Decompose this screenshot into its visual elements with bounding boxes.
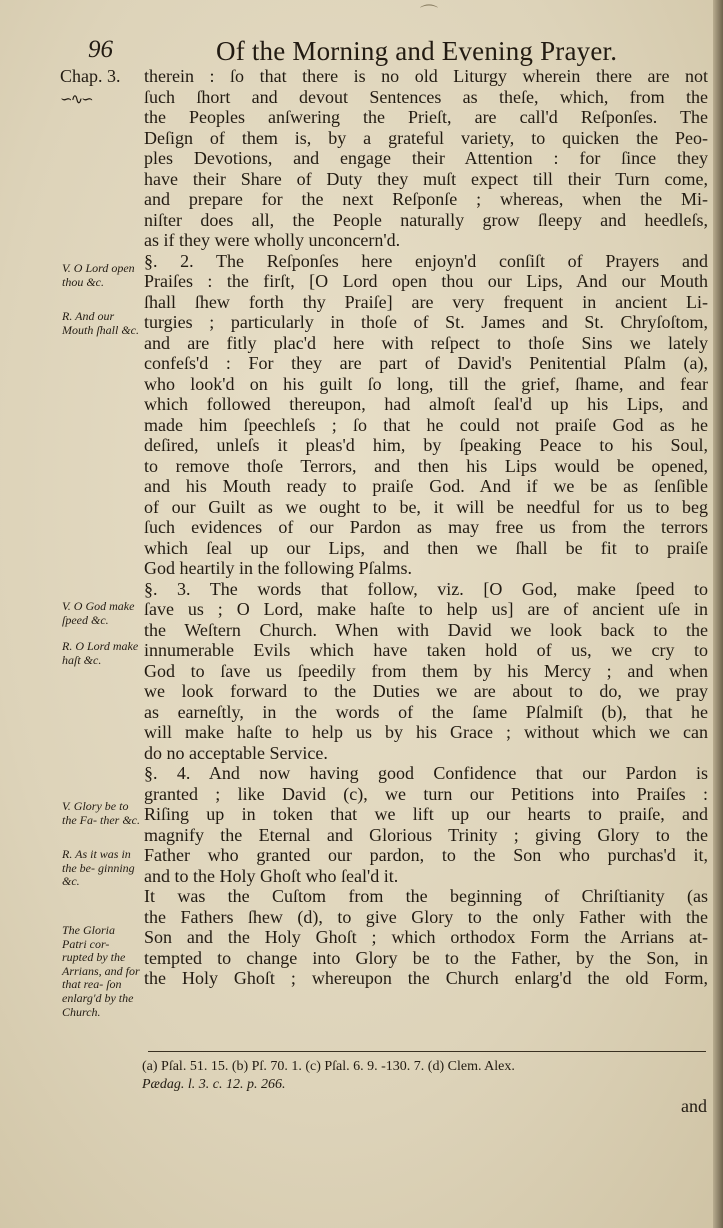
- footnote-line: (a) Pſal. 51. 15. (b) Pſ. 70. 1. (c) Pſal. 6. 9. -130. 7. (d) Clem. Alex.: [142, 1059, 515, 1074]
- chapter-label: Chap. 3.: [60, 66, 121, 86]
- footnotes: [142, 1058, 708, 1094]
- margin-note-versicle: V. O God make ſpeed &c.: [62, 599, 135, 627]
- text-line: ſhall ſhew forth thy Praiſe] are very frequent in ancient Li-: [144, 291, 708, 312]
- margin-note-response: R. And our Mouth ſhall &c.: [62, 309, 139, 337]
- body-text: [144, 66, 708, 989]
- text-line: and his Mouth ready to praiſe God. And if we be as ſenſible: [144, 476, 708, 496]
- text-line: who look'd on his guilt ſo long, till the grief, ſhame, and fear: [144, 373, 708, 394]
- text-line: the Peoples anſwering the Prieſt, are call'd Reſponſes. The: [144, 107, 708, 127]
- text-line: innumerable Evils which have taken hold of us, we cry to: [144, 640, 708, 660]
- margin-note-response: R. As it was in the be- ginning &c.: [62, 847, 135, 889]
- text-line: confeſs'd : For they are part of David's Penitential Pſalm (a),: [144, 353, 708, 373]
- text-line: Deſign of them is, by a grateful variety, to quicken the Peo-: [144, 127, 708, 148]
- text-line: the Holy Ghoſt ; whereupon the Church enlarg'd the old Form,: [144, 968, 708, 988]
- text-line: turgies ; particularly in thoſe of St. James and St. Chryſoſtom,: [144, 312, 708, 332]
- text-line: niſter does all, the People naturally grow ſleepy and heedleſs,: [144, 209, 708, 230]
- margin-note-response: R. O Lord make haſt &c.: [62, 639, 139, 667]
- text-line: as if they were wholly unconcern'd.: [144, 230, 401, 250]
- fold-mark: ⌒: [420, 4, 438, 24]
- text-line: will make haſte to help us by his Grace ; without which we can: [144, 722, 708, 742]
- text-line: which followed thereupon, had almoſt ſeal'd up his Lips, and: [144, 394, 708, 414]
- text-line: granted ; like David (c), we turn our Petitions into Praiſes :: [144, 783, 708, 804]
- text-line: magnify the Eternal and Glorious Trinity ; giving Glory to the: [144, 824, 708, 845]
- text-line: deſired, unleſs it pleas'd him, by ſpeaking Peace to his Soul,: [144, 435, 708, 455]
- margin-note-gloria: The Gloria Patri cor- rupted by the Arrians, and for that rea- ſon enlarg'd by the Church.: [62, 923, 140, 1019]
- text-line: God to ſave us ſpeedily from them by his Mercy ; and when: [144, 660, 708, 681]
- text-line: have their Share of Duty they muſt expect till their Turn come,: [144, 168, 708, 189]
- text-line: tempted to change into Glory be to the Father, by the Son, in: [144, 947, 708, 968]
- text-line: Riſing up in token that we lift up our hearts to praiſe, and: [144, 804, 708, 824]
- text-line: do no acceptable Service.: [144, 742, 328, 763]
- text-line: the Weſtern Church. When with David we look back to the: [144, 619, 708, 640]
- footnote-rule: [148, 1051, 706, 1052]
- text-line: ſuch evidences of our Pardon as may free us from the terrors: [144, 517, 708, 537]
- text-line: the Fathers ſhew (d), to give Glory to the only Father with the: [144, 906, 708, 927]
- text-line: God heartily in the following Pſalms.: [144, 558, 412, 578]
- text-line: made him ſpeechleſs ; ſo that he could not praiſe God as he: [144, 414, 708, 435]
- text-line: which ſeal up our Lips, and then we ſhall be fit to praiſe: [144, 537, 708, 558]
- margin-note-versicle: V. O Lord open thou &c.: [62, 261, 135, 289]
- running-title: Of the Morning and Evening Prayer.: [216, 36, 618, 66]
- text-line: Father who granted our pardon, to the Son who purchas'd it,: [144, 845, 708, 865]
- text-line: ples Devotions, and engage their Attention : for ſince they: [144, 148, 708, 168]
- text-line: Son and the Holy Ghoſt ; which orthodox Form the Arrians at-: [144, 927, 708, 947]
- text-line: and to the Holy Ghoſt who ſeal'd it.: [144, 865, 399, 886]
- ornament: ∽∿∽: [60, 92, 92, 108]
- text-line: It was the Cuſtom from the beginning of Chriſtianity (as: [144, 886, 708, 906]
- text-line: and prepare for the next Reſponſe ; whereas, when the Mi-: [144, 189, 708, 209]
- text-line: and are fitly plac'd here with reſpect to thoſe Sins we lately: [144, 332, 708, 353]
- page-spine-shadow: [713, 0, 723, 1228]
- text-line: ſave us ; O Lord, make haſte to help us] are of ancient uſe in: [144, 599, 708, 619]
- text-line: §. 3. The words that follow, viz. [O God, make ſpeed to: [144, 578, 708, 599]
- text-line: therein : ſo that there is no old Liturgy wherein there are not: [144, 66, 708, 86]
- text-line: Praiſes : the firſt, [O Lord open thou our Lips, And our Mouth: [144, 271, 708, 291]
- footnote-line: Pædag. l. 3. c. 12. p. 266.: [142, 1077, 286, 1092]
- text-line: we look forward to the Duties we are about to do, we pray: [144, 681, 708, 701]
- page-number: 96: [88, 36, 113, 63]
- text-line: ſuch ſhort and devout Sentences as theſe, which, from the: [144, 86, 708, 107]
- catchword: and: [681, 1096, 707, 1116]
- text-line: of our Guilt as we ought to be, it will be needful for us to beg: [144, 496, 708, 517]
- margin-note-versicle: V. Glory be to the Fa- ther &c.: [62, 799, 140, 827]
- text-line: §. 2. The Reſponſes here enjoyn'd conſiſt of Prayers and: [144, 250, 708, 271]
- text-line: as earneſtly, in the words of the ſame Pſalmiſt (b), that he: [144, 701, 708, 722]
- text-line: §. 4. And now having good Confidence that our Pardon is: [144, 763, 708, 783]
- text-line: to remove thoſe Terrors, and then his Lips would be opened,: [144, 455, 708, 476]
